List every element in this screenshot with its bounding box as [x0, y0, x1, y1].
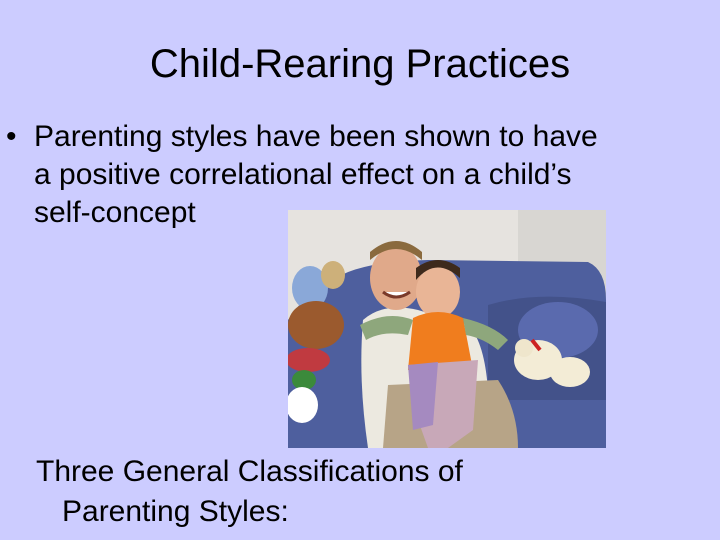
subtext-line-2: Parenting Styles:	[62, 495, 289, 528]
subtext	[36, 452, 463, 532]
bullet-dot: •	[6, 120, 17, 153]
slide-photo	[288, 210, 606, 448]
subtext-line-1: Three General Classifications of	[36, 455, 463, 488]
bullet-line-1: Parenting styles have been shown to have	[34, 120, 598, 153]
bullet-line-3: self-concept	[34, 196, 196, 229]
photo-father-child-couch	[288, 210, 606, 448]
slide-title: Child-Rearing Practices	[149, 42, 571, 86]
bullet-line-2: a positive correlational effect on a child’s	[34, 158, 572, 191]
